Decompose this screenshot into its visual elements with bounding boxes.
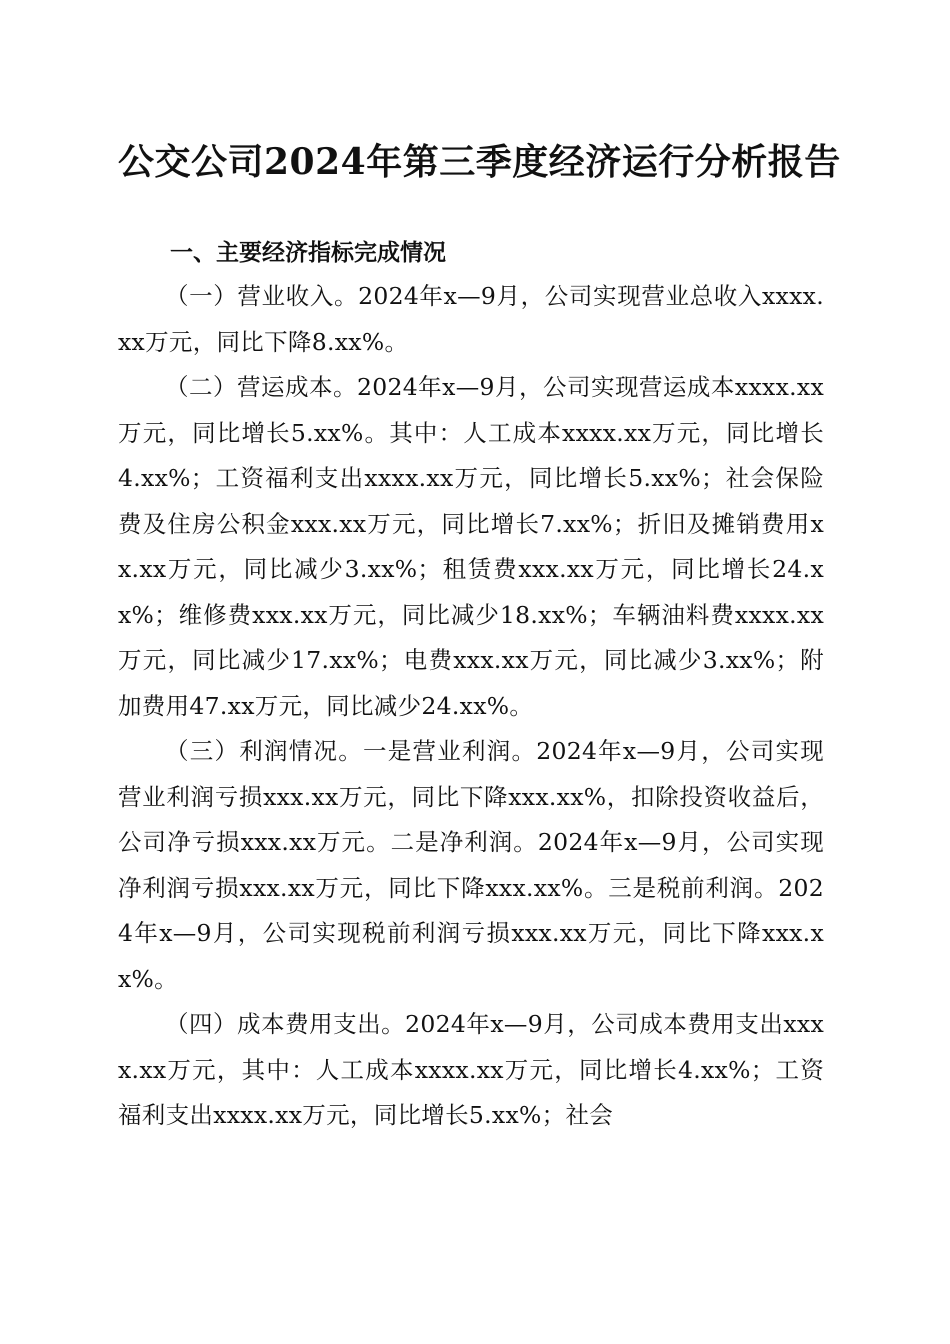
paragraph-profit xyxy=(118,729,824,1002)
paragraph-operating-cost xyxy=(118,365,824,729)
paragraph-lead: （四）成本费用支出。 xyxy=(165,1010,406,1038)
section-heading-main-indicators: 一、主要经济指标完成情况 xyxy=(170,240,446,266)
paragraph-body: 2024年x—9月，公司成本费用支出xxxx.xx万元，其中：人工成本xxxx.xx万元，同比增长4.xx%；工资福利支出xxxx.xx万元，同比增长5.xx%；社会 xyxy=(118,1010,824,1129)
paragraph-lead: （一）营业收入。 xyxy=(165,282,359,310)
paragraph-lead: （二）营运成本。 xyxy=(165,373,357,401)
paragraph-operating-revenue xyxy=(118,274,824,365)
paragraph-cost-expenses xyxy=(118,1002,824,1139)
paragraph-body: 2024年x—9月，公司实现营业总收入xxxx.xx万元，同比下降8.xx%。 xyxy=(118,282,824,356)
document-page xyxy=(118,136,841,1139)
paragraph-body: 一是营业利润。2024年x—9月，公司实现营业利润亏损xxx.xx万元，同比下降xxx.xx%，扣除投资收益后，公司净亏损xxx.xx万元。二是净利润。2024年x—9月，公司实现净利润亏损xxx.xx万元，同比下降xxx.xx%。三是税前利润。2024年x—9月，公司实现税前利润亏损xxx.xx万元，同比下降xxx.xx%。 xyxy=(118,737,824,993)
document-title: 公交公司2024年第三季度经济运行分析报告 xyxy=(118,141,841,183)
paragraph-body: 2024年x—9月，公司实现营运成本xxxx.xx万元，同比增长5.xx%。其中：人工成本xxxx.xx万元，同比增长4.xx%；工资福利支出xxxx.xx万元，同比增长5.xx%；社会保险费及住房公积金xxx.xx万元，同比增长7.xx%；折旧及摊销费用xx.xx万元，同比减少3.xx%；租赁费xxx.xx万元，同比增长24.xx%；维修费xxx.xx万元，同比减少18.xx%；车辆油料费xxxx.xx万元，同比减少17.xx%；电费xxx.xx万元，同比减少3.xx%；附加费用47.xx万元，同比减少24.xx%。 xyxy=(118,373,825,720)
paragraph-lead: （三）利润情况。 xyxy=(165,737,363,765)
